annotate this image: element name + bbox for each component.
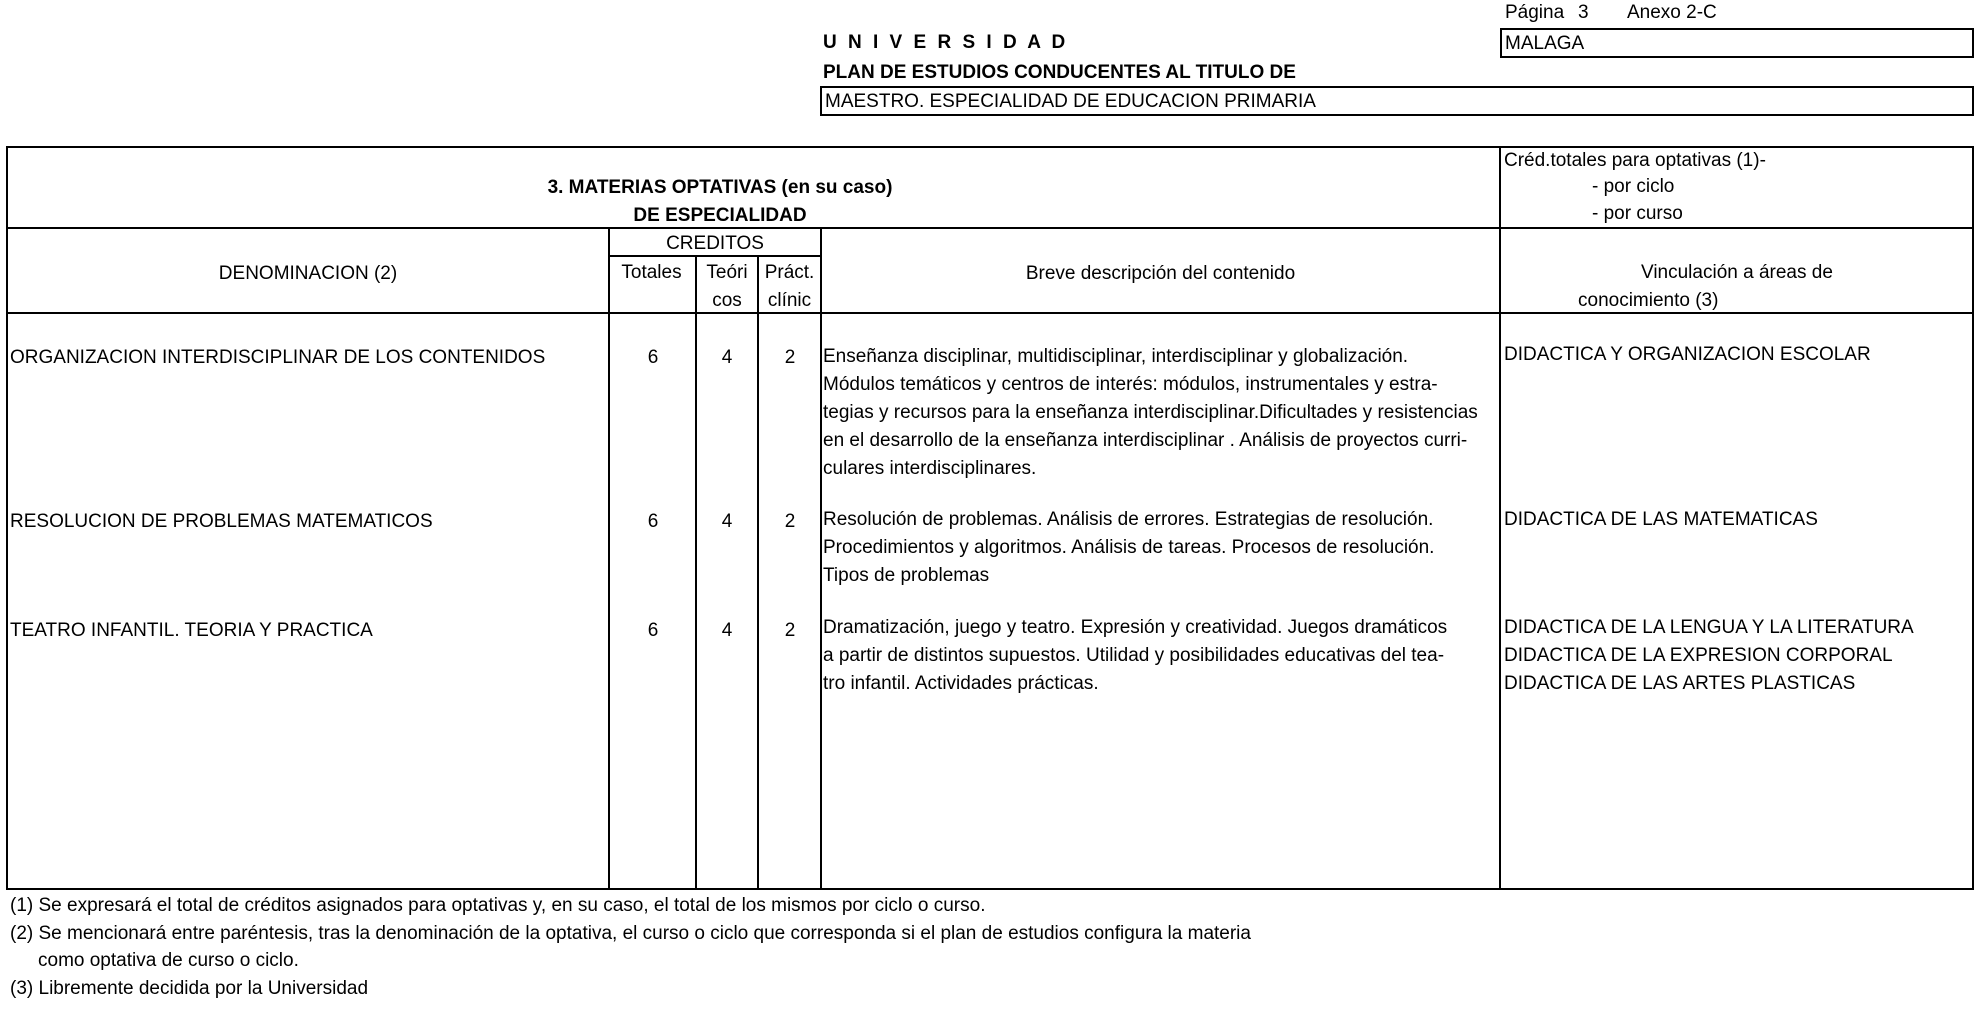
subject-totales: 6	[647, 511, 659, 532]
footnote-2a: (2) Se mencionará entre paréntesis, tras la denominación de la optativa, el curso o ciclo que corresponda si el plan de estudios configura la materia	[10, 923, 1251, 944]
description-line: Resolución de problemas. Análisis de errores. Estrategias de resolución.	[823, 509, 1434, 530]
table-header-divider	[6, 312, 1974, 314]
footnote-1: (1) Se expresará el total de créditos asignados para optativas y, en su caso, el total de los mismos por ciclo o curso.	[10, 895, 986, 916]
subject-areas	[1504, 506, 1818, 534]
description-line: Enseñanza disciplinar, multidisciplinar, interdisciplinar y globalización.	[823, 346, 1409, 367]
subject-description	[823, 343, 1483, 483]
page-number: 3	[1578, 2, 1589, 23]
subject-totales: 6	[647, 620, 659, 641]
description-line: Dramatización, juego y teatro. Expresión y creatividad. Juegos dramáticos	[823, 617, 1448, 638]
header-practicos-1: Práct.	[764, 262, 815, 283]
header-denominacion: DENOMINACION (2)	[218, 263, 398, 284]
col-divider-denominacion	[608, 228, 610, 888]
section-title-line1: 3. MATERIAS OPTATIVAS (en su caso)	[547, 177, 893, 198]
subject-name: RESOLUCION DE PROBLEMAS MATEMATICOS	[10, 511, 433, 532]
area-item: DIDACTICA DE LAS MATEMATICAS	[1504, 509, 1818, 530]
annex-label: Anexo 2-C	[1627, 2, 1717, 23]
plan-label: PLAN DE ESTUDIOS CONDUCENTES AL TITULO DE	[823, 62, 1296, 83]
description-line: Tipos de problemas	[823, 565, 990, 586]
subject-teoricos: 4	[721, 347, 733, 368]
header-teoricos-2: cos	[712, 290, 742, 311]
area-item: DIDACTICA DE LA EXPRESION CORPORAL	[1504, 645, 1893, 666]
col-divider-practicos	[820, 228, 822, 888]
description-line: a partir de distintos supuestos. Utilidad y posibilidades educativas del tea-	[823, 645, 1445, 666]
col-divider-teoricos	[757, 256, 759, 888]
university-value: MALAGA	[1505, 33, 1585, 54]
plan-value-box	[820, 86, 1974, 116]
area-item: DIDACTICA DE LA LENGUA Y LA LITERATURA	[1504, 617, 1914, 638]
subject-practicos: 2	[784, 620, 796, 641]
page-label: Página	[1505, 2, 1565, 23]
header-vinculacion-2: conocimiento (3)	[1578, 290, 1719, 311]
footnote-2b: como optativa de curso o ciclo.	[38, 950, 299, 971]
credits-note-curso: - por curso	[1592, 203, 1683, 224]
subject-name: TEATRO INFANTIL. TEORIA Y PRACTICA	[10, 620, 373, 641]
area-item: DIDACTICA Y ORGANIZACION ESCOLAR	[1504, 344, 1871, 365]
university-value-box	[1500, 28, 1974, 58]
subject-practicos: 2	[784, 347, 796, 368]
subject-areas	[1504, 614, 1914, 698]
university-label: U N I V E R S I D A D	[823, 32, 1069, 53]
subject-description	[823, 506, 1483, 590]
header-vinculacion-1: Vinculación a áreas de	[1641, 262, 1833, 283]
plan-value: MAESTRO. ESPECIALIDAD DE EDUCACION PRIMARIA	[825, 91, 1316, 112]
header-descripcion: Breve descripción del contenido	[1025, 263, 1296, 284]
subject-practicos: 2	[784, 511, 796, 532]
footnote-3: (3) Libremente decidida por la Universidad	[10, 978, 369, 999]
subject-teoricos: 4	[721, 511, 733, 532]
table-title-divider	[6, 227, 1974, 229]
credits-note-title: Créd.totales para optativas (1)-	[1504, 150, 1766, 171]
description-line: tegias y recursos para la enseñanza interdisciplinar.Dificultades y resistencias	[823, 402, 1478, 423]
subject-name: ORGANIZACION INTERDISCIPLINAR DE LOS CONTENIDOS	[10, 347, 546, 368]
header-teoricos-1: Teóri	[706, 262, 748, 283]
header-creditos: CREDITOS	[666, 233, 764, 254]
subject-description	[823, 614, 1483, 698]
section-title-line2: DE ESPECIALIDAD	[633, 205, 807, 226]
description-line: Módulos temáticos y centros de interés: módulos, instrumentales y estra-	[823, 374, 1438, 395]
description-line: Procedimientos y algoritmos. Análisis de tareas. Procesos de resolución.	[823, 537, 1435, 558]
subject-teoricos: 4	[721, 620, 733, 641]
col-divider-descripcion	[1499, 146, 1501, 888]
description-line: culares interdisciplinares.	[823, 458, 1037, 479]
area-item: DIDACTICA DE LAS ARTES PLASTICAS	[1504, 673, 1856, 694]
creditos-divider	[608, 255, 822, 257]
credits-note-ciclo: - por ciclo	[1592, 176, 1675, 197]
description-line: en el desarrollo de la enseñanza interdisciplinar . Análisis de proyectos curri-	[823, 430, 1468, 451]
subject-areas	[1504, 341, 1871, 369]
header-practicos-2: clínic	[767, 290, 812, 311]
description-line: tro infantil. Actividades prácticas.	[823, 673, 1099, 694]
subject-totales: 6	[647, 347, 659, 368]
header-totales: Totales	[621, 262, 682, 283]
